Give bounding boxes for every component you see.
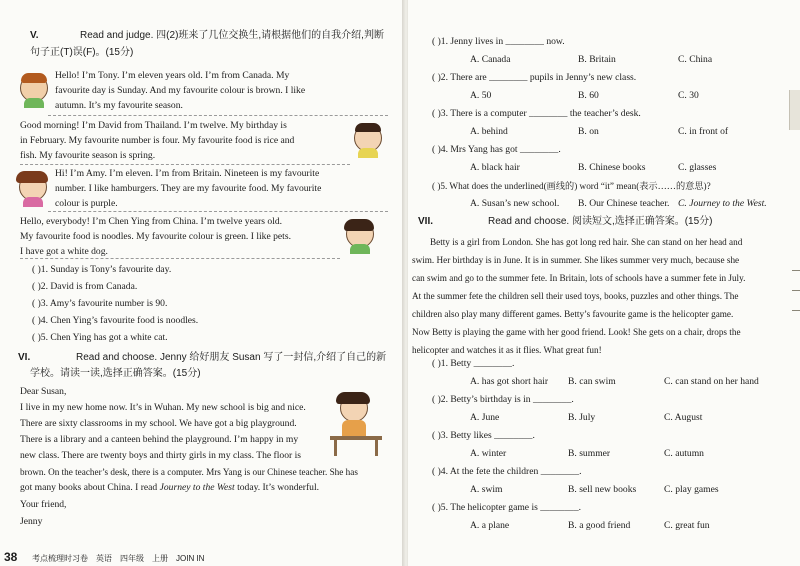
passage-line-5: children also play many different games. Betty’s favourite game is the helicopter game. [412, 309, 734, 319]
chen-line-3: I have got a white dog. [20, 246, 108, 257]
tony-line-1: Hello! I’m Tony. I’m eleven years old. I’m from Canada. My [55, 70, 290, 81]
q6-2: ( )2. There are ________ pupils in Jenny’s new class. [432, 72, 637, 83]
letter-text: today. It’s wonderful. [234, 482, 320, 493]
section-5-heading-cont: 句子正(T)误(F)。(15分) [30, 47, 134, 58]
q6-5: ( )5. What does the underlined(画线的) word “it” mean(表示……的意思)? [432, 181, 711, 191]
passage-line-1: Betty is a girl from London. She has got long red hair. She can stand on her head and [430, 237, 743, 247]
david-avatar [352, 122, 382, 160]
q7-5: ( )5. The helicopter game is ________. [432, 502, 582, 513]
chen-line-1: Hello, everybody! I’m Chen Ying from China. I’m twelve years old. [20, 216, 283, 227]
q7-5-a: A. a plane [470, 520, 510, 531]
binding-mark [789, 90, 800, 130]
q6-4: ( )4. Mrs Yang has got ________. [432, 144, 561, 155]
judge-question-3: ( )3. Amy’s favourite number is 90. [32, 298, 168, 309]
q6-3-c: C. in front of [678, 126, 729, 137]
david-line-2: in February. My favourite number is four. My favourite food is rice and [20, 135, 295, 146]
right-page [408, 0, 800, 566]
divider [48, 211, 388, 212]
chen-avatar [344, 218, 374, 256]
david-line-3: fish. My favourite season is spring. [20, 150, 156, 161]
footer-text: 考点梳理时习卷 英语 四年级 上册 JOIN IN [32, 554, 205, 563]
q7-3-c: C. autumn [664, 448, 704, 459]
letter-text: got many books about China. I read [20, 482, 160, 493]
q6-5-a: A. Susan’s new school. [470, 198, 560, 209]
passage-line-3: can swim and go to the summer fete. In Britain, lots of schools have a summer fete in July. [412, 273, 746, 283]
q7-2: ( )2. Betty’s birthday is in ________. [432, 394, 574, 405]
letter-line-6 [20, 482, 319, 494]
q7-4-a: A. swim [470, 484, 503, 495]
judge-question-5: ( )5. Chen Ying has got a white cat. [32, 332, 168, 343]
david-line-1: Good morning! I’m David from Thailand. I’m twelve. My birthday is [20, 120, 287, 131]
letter-greeting: Dear Susan, [20, 386, 67, 397]
letter-signature: Jenny [20, 516, 43, 527]
amy-line-2: number. I like hamburgers. They are my favourite food. My favourite [55, 183, 322, 194]
section-7-heading: Read and choose. 阅读短文,选择正确答案。(15分) [488, 216, 713, 227]
q6-5-c: C. Journey to the West. [678, 198, 767, 209]
page-number: 38 [4, 550, 18, 564]
passage-line-4: At the summer fete the children sell their used toys, books, puzzles and other things. The [412, 291, 739, 301]
tony-line-2: favourite day is Sunday. And my favourite colour is brown. I like [55, 85, 306, 96]
chen-line-2: My favourite food is noodles. My favourite colour is green. I like pets. [20, 231, 291, 242]
section-7-number: VII. [418, 216, 434, 227]
q6-2-c: C. 30 [678, 90, 699, 101]
q6-1-a: A. Canada [470, 54, 511, 65]
letter-line-5: brown. On the teacher’s desk, there is a computer. Mrs Yang is our Chinese teacher. She has [20, 467, 358, 477]
amy-line-1: Hi! I’m Amy. I’m eleven. I’m from Britain. Nineteen is my favourite [55, 168, 320, 179]
section-5-number: V. [30, 30, 39, 41]
q6-4-a: A. black hair [470, 162, 520, 173]
q7-5-c: C. great fun [664, 520, 710, 531]
q7-2-c: C. August [664, 412, 703, 423]
q7-5-b: B. a good friend [568, 520, 631, 531]
q7-1-a: A. has got short hair [470, 376, 549, 387]
section-6-number: VI. [18, 352, 31, 363]
q6-1: ( )1. Jenny lives in ________ now. [432, 36, 565, 47]
q6-1-b: B. Britain [578, 54, 616, 65]
q7-3-b: B. summer [568, 448, 611, 459]
letter-line-1: I live in my new home now. It’s in Wuhan. My new school is big and nice. [20, 402, 306, 413]
q6-3-b: B. on [578, 126, 599, 137]
judge-question-4: ( )4. Chen Ying’s favourite food is noodles. [32, 315, 199, 326]
amy-avatar [16, 170, 48, 208]
tony-avatar [18, 72, 48, 110]
passage-line-6: Now Betty is playing the game with her good friend. Look! She gets on a chair, drops the [412, 327, 741, 337]
q7-3-a: A. winter [470, 448, 507, 459]
binding-tick [792, 310, 800, 311]
q6-5-b: B. Our Chinese teacher. [578, 198, 670, 209]
passage-line-7: helicopter and watches it as it flies. What great fun! [412, 345, 602, 355]
q6-1-c: C. China [678, 54, 713, 65]
amy-line-3: colour is purple. [55, 198, 118, 209]
letter-line-2: There are sixty classrooms in my school. We have got a big playground. [20, 418, 297, 429]
jenny-illustration [326, 390, 386, 460]
divider [20, 164, 350, 165]
letter-line-3: There is a library and a canteen behind the playground. I’m happy in my [20, 434, 299, 445]
letter-line-4: new class. There are twenty boys and thirty girls in my class. The floor is [20, 450, 302, 461]
q7-2-a: A. June [470, 412, 500, 423]
tony-line-3: autumn. It’s my favourite season. [55, 100, 183, 111]
letter-closing: Your friend, [20, 499, 67, 510]
judge-question-2: ( )2. David is from Canada. [32, 281, 138, 292]
q7-4: ( )4. At the fete the children ________. [432, 466, 582, 477]
q6-2-b: B. 60 [578, 90, 599, 101]
page-footer [0, 550, 404, 566]
judge-question-1: ( )1. Sunday is Tony’s favourite day. [32, 264, 172, 275]
section-6-heading: Read and choose. Jenny 给好朋友 Susan 写了一封信,介绍了自己的新 [76, 352, 387, 363]
q7-3: ( )3. Betty likes ________. [432, 430, 535, 441]
q6-4-c: C. glasses [678, 162, 717, 173]
book-title: Journey to the West [159, 482, 235, 493]
divider [20, 258, 340, 259]
section-5-heading: Read and judge. 四(2)班来了几位交换生,请根据他们的自我介绍,判断 [80, 30, 384, 41]
q6-2-a: A. 50 [470, 90, 492, 101]
binding-tick [792, 290, 800, 291]
divider [48, 115, 388, 116]
binding-tick [792, 270, 800, 271]
passage-line-2: swim. Her birthday is in June. It is in summer. She likes summer very much, because she [412, 255, 740, 265]
q7-1-c: C. can stand on her hand [664, 376, 759, 387]
q7-1: ( )1. Betty ________. [432, 358, 515, 369]
section-6-heading-cont: 学校。请读一读,选择正确答案。(15分) [30, 368, 201, 379]
q7-4-c: C. play games [664, 484, 719, 495]
q7-1-b: B. can swim [568, 376, 616, 387]
q7-2-b: B. July [568, 412, 596, 423]
q6-4-b: B. Chinese books [578, 162, 646, 173]
q6-3: ( )3. There is a computer ________ the teacher’s desk. [432, 108, 641, 119]
q7-4-b: B. sell new books [568, 484, 637, 495]
q6-3-a: A. behind [470, 126, 508, 137]
